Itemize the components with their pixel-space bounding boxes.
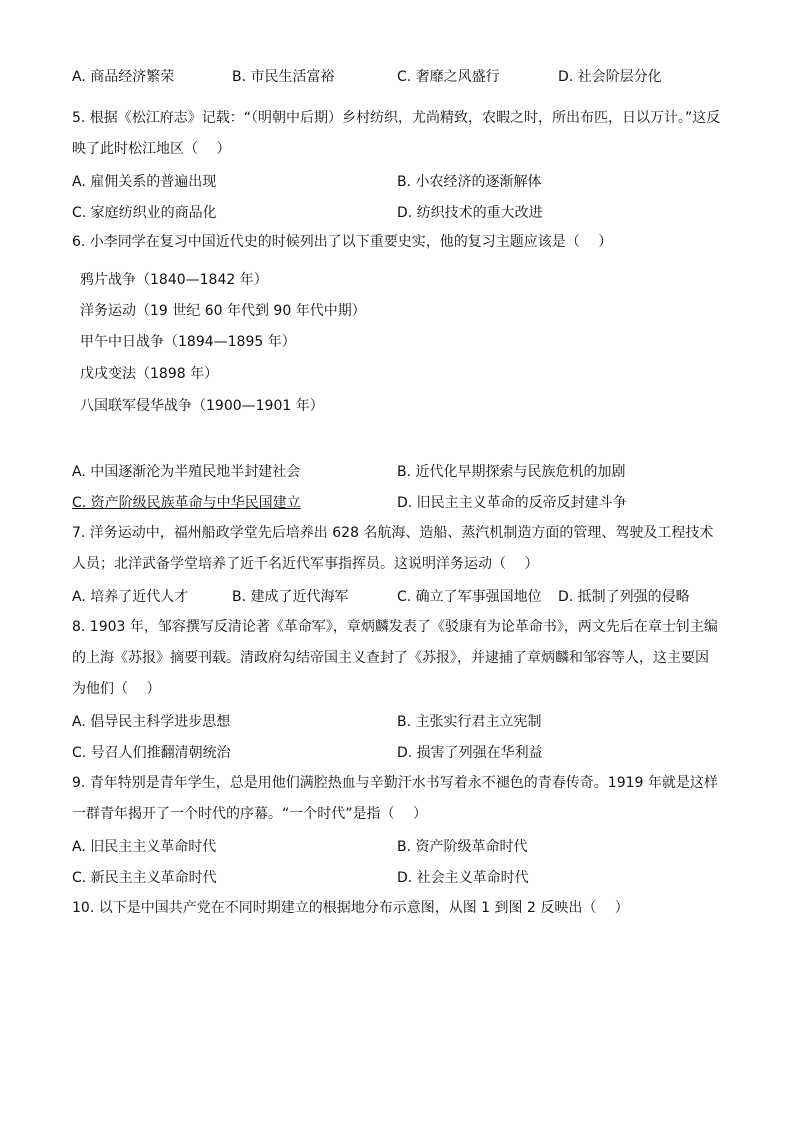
q4-option-a: A. 商品经济繁荣 (72, 69, 175, 85)
q6-item: 洋务运动（19 世纪 60 年代到 90 年代中期） (80, 303, 366, 319)
q6-option-a: A. 中国逐渐沦为半殖民地半封建社会 (72, 464, 301, 480)
q5-stem: 5. 根据《松江府志》记载：“（明朝中后期）乡村纺织，尤尚精致，农暇之时，所出布匹，日以万计。”这反映了此时松江地区（ ） (72, 110, 721, 157)
q6-option-b: B. 近代化早期探索与民族危机的加剧 (397, 464, 626, 480)
q6-options-row2 (72, 492, 732, 512)
q6-option-d: D. 旧民主主义革命的反帝反封建斗争 (397, 495, 627, 511)
q7-option-b: B. 建成了近代海军 (232, 589, 349, 605)
q6-item: 戊戌变法（1898 年） (80, 366, 219, 382)
q5-option-c: C. 家庭纺织业的商品化 (72, 205, 217, 221)
q6-item: 八国联军侵华战争（1900—1901 年） (80, 398, 324, 414)
q9-stem: 9. 青年特别是青年学生，总是用他们满腔热血与辛勤汗水书写着永不褪色的青春传奇。1919 年就是这样一群青年揭开了一个时代的序幕。“一个时代”是指（ ） (72, 775, 718, 822)
q7-option-a: A. 培养了近代人才 (72, 589, 189, 605)
q5-option-d: D. 纺织技术的重大改进 (397, 205, 543, 221)
q8-options-row1 (72, 711, 732, 731)
q6-options-row1 (72, 461, 732, 481)
q4-option-c: C. 奢靡之风盛行 (397, 69, 500, 85)
q10-stem: 10. 以下是中国共产党在不同时期建立的根据地分布示意图，从图 1 到图 2 反映出（ ） (72, 900, 629, 916)
q4-options (72, 66, 732, 86)
q9-options-row2 (72, 867, 732, 887)
q4-option-b: B. 市民生活富裕 (232, 69, 335, 85)
q7-option-d: D. 抵制了列强的侵略 (558, 589, 690, 605)
q8-option-d: D. 损害了列强在华利益 (397, 745, 543, 761)
q8-stem: 8. 1903 年，邹容撰写反清论著《革命军》，章炳麟发表了《驳康有为论革命书》，两文先后在章士钊主编的上海《苏报》摘要刊载。清政府勾结帝国主义查封了《苏报》，并逮捕了章炳麟和邹容等人，这主要因为他们（ ） (72, 619, 718, 697)
q6-option-c: C. 资产阶级民族革命与中华民国建立 (72, 495, 301, 511)
q5-options-row1 (72, 171, 732, 191)
q9-option-a: A. 旧民主主义革命时代 (72, 839, 217, 855)
q4-option-d: D. 社会阶层分化 (558, 69, 662, 85)
q8-option-a: A. 倡导民主科学进步思想 (72, 714, 231, 730)
q5-option-a: A. 雇佣关系的普遍出现 (72, 174, 217, 190)
q9-option-c: C. 新民主主义革命时代 (72, 870, 217, 886)
q5-option-b: B. 小农经济的逐渐解体 (397, 174, 542, 190)
q6-stem: 6. 小李同学在复习中国近代史的时候列出了以下重要史实，他的复习主题应该是（ ） (72, 234, 613, 250)
q5-options-row2 (72, 202, 732, 222)
q7-stem: 7. 洋务运动中，福州船政学堂先后培养出 628 名航海、造船、蒸汽机制造方面的管理、驾驶及工程技术人员；北洋武备学堂培养了近千名近代军事指挥员。这说明洋务运动（ ） (72, 525, 714, 572)
q7-option-c: C. 确立了军事强国地位 (397, 589, 542, 605)
q9-option-b: B. 资产阶级革命时代 (397, 839, 528, 855)
q9-options-row1 (72, 836, 732, 856)
q8-option-b: B. 主张实行君主立宪制 (397, 714, 542, 730)
q8-option-c: C. 号召人们推翻清朝统治 (72, 745, 231, 761)
q6-item: 甲午中日战争（1894—1895 年） (80, 334, 296, 350)
q9-option-d: D. 社会主义革命时代 (397, 870, 529, 886)
q7-options (72, 586, 732, 606)
q8-options-row2 (72, 742, 732, 762)
q6-item: 鸦片战争（1840—1842 年） (80, 272, 268, 288)
